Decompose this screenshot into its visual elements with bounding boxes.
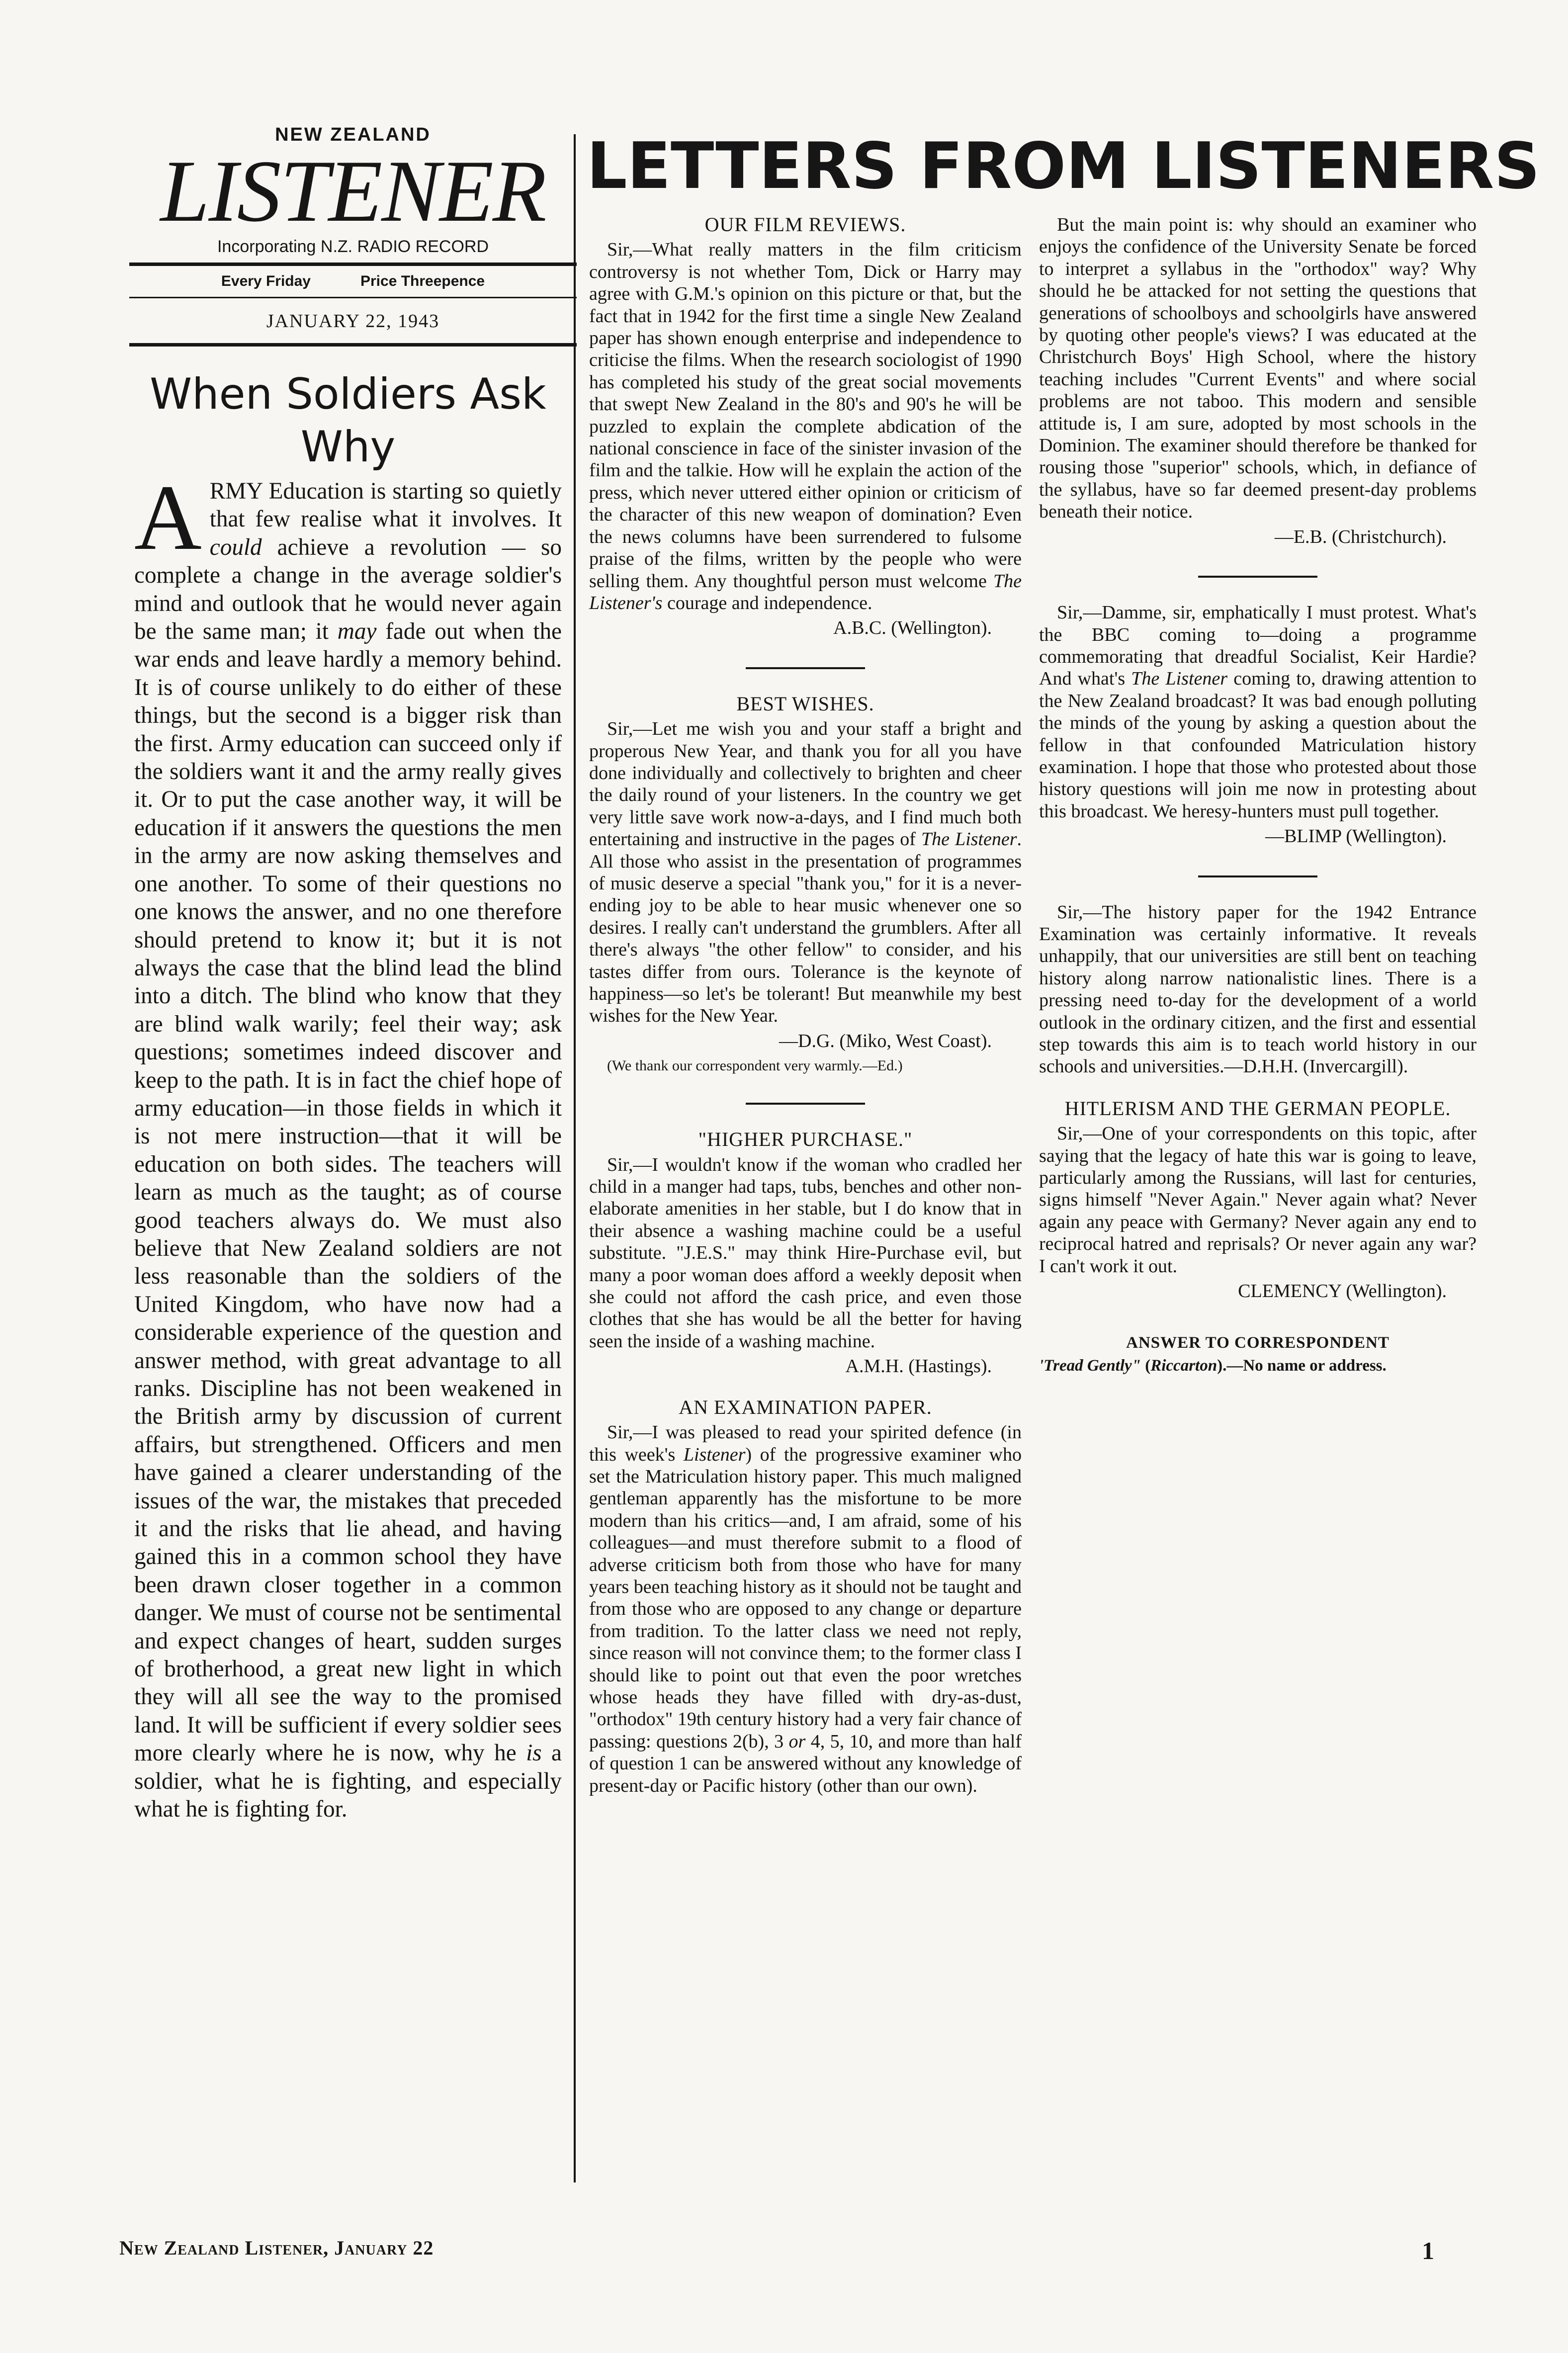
letter-heading: BEST WISHES.	[736, 692, 874, 715]
letters-heading: LETTERS FROM LISTENERS	[587, 129, 1540, 203]
masthead-price: Price Threepence	[360, 273, 485, 289]
masthead-rule	[129, 262, 577, 266]
letter-separator	[746, 667, 865, 669]
editorial-title: When Soldiers Ask Why	[150, 369, 546, 472]
answer-text: 'Tread Gently" (Riccarton).—No name or address.	[1039, 1356, 1387, 1375]
letter-separator	[1198, 576, 1317, 578]
masthead-rule	[129, 343, 577, 347]
editorial-dropcap: A	[134, 465, 202, 569]
editorial-text: RMY Education is starting so quietly that few realise what it involves. It could achieve a revolution — so complete a change in the average soldier's mind and outlook that he would never again be the same man; it may fade out when the war ends and leave hardly a memory behind. It is of course unlikely to do either of these things, but the second is a bigger risk than the first. Army education can succeed only if the soldiers want it and the army really gives it. Or to put the case another way, it will be education if it answers the questions the men in the army are now asking themselves and one another. To some of their questions no one knows the answer, and no one therefore should pretend to know it; but it is not always the case that the blind lead the blind into a ditch. The blind who know that they are blind walk warily; feel their way; ask questions; sometimes indeed discover and keep to the path. It is in fact the chief hope of army education—in those fields in which it is not mere instruction—that it will be education on both sides. The teachers will learn as much as the taught; as of course good teachers always do. We must also believe that New Zealand soldiers are not less reasonable than the soldiers of the United Kingdom, who have now had a considerable experience of the question and answer method, with great advantage to all ranks. Discipline has not been weakened in the British army by discussion of current affairs, but strengthened. Officers and men have gained a clearer understanding of the issues of the war, the mistakes that preceded it and the risks that lie ahead, and having gained this in a common school they have been drawn closer together in a common danger. We must of course not be sentimental and expect changes of heart, sudden surges of brotherhood, a great new light in which they will all see the way to the promised land. It will be sufficient if every soldier sees more clearly where he is now, why he is a soldier, what he is fighting, and especially what he is fighting for.	[134, 478, 562, 1823]
editorial-body	[134, 465, 562, 1824]
letters-column-middle	[589, 214, 1022, 1797]
answer-to-correspondent	[1039, 1332, 1477, 1375]
letter-heading: HITLERISM AND THE GERMAN PEOPLE.	[1064, 1097, 1451, 1120]
letter-signature: —D.G. (Miko, West Coast).	[779, 1030, 992, 1051]
letter-body: Sir,—Let me wish you and your staff a bright and properous New Year, and thank you for all you have done individually and collectively to brighten and cheer the daily round of your listeners. In the country we get very little save work now-a-days, and I find much both entertaining and instructive in the pages of The Listener. All those who assist in the presentation of programmes of music deserve a special "thank you," for it is a never-ending joy to be able to hear music whenever one so desires. I really can't understand the grumblers. After all there's always "the other fellow" to consider, and his tastes differ from ours. Tolerance is the keynote of happiness—so let's be tolerant! But meanwhile my best wishes for the New Year.	[589, 718, 1022, 1027]
masthead	[129, 124, 577, 347]
masthead-incorporating: Incorporating N.Z. RADIO RECORD	[217, 237, 489, 256]
masthead-info-row	[129, 266, 577, 297]
letter-body: Sir,—I wouldn't know if the woman who cradled her child in a manger had taps, tubs, benches and other non-elaborate amenities in her stable, but I do know that in their absence a washing machine could be a useful substitute. "J.E.S." may think Hire-Purchase evil, but many a poor woman does afford a weekly deposit when she could not afford the cash price, and even those clothes that she has would be all the better for having seen the inside of a washing machine.	[589, 1154, 1022, 1352]
letter-higher-purchase	[589, 1129, 1022, 1377]
letter-signature: —BLIMP (Wellington).	[1265, 826, 1447, 847]
letter-hitlerism	[1039, 1098, 1477, 1303]
letter-body: Sir,—What really matters in the film criticism controversy is not whether Tom, Dick or Harry may agree with G.M.'s opinion on this picture or that, but the fact that in 1942 for the first time a single New Zealand paper has shown enough enterprise and independence to criticise the films. When the research sociologist of 1990 has completed his study of the great social movements that swept New Zealand in the 80's and 90's he will be puzzled to explain the complete abdication of the national conscience in face of the sinister invasion of the film and the talkie. How will he explain the action of the press, which never uttered either opinion or criticism of the character of this new weapon of domination? Even the news columns have been surrendered to fulsome praise of the films, written by the people who were selling them. Any thoughtful person must welcome The Listener's courage and independence.	[589, 239, 1022, 613]
letter-signature: A.B.C. (Wellington).	[833, 617, 992, 639]
letter-body: Sir,—The history paper for the 1942 Entrance Examination was certainly informative. It reveals unhappily, that our universities are still bent on teaching history along narrow nationalistic lines. There is a pressing need to-day for the development of a world outlook in the ordinary citizen, and the first and essential step towards this aim is to teach world history in our schools and universities.—D.H.H. (Invercargill).	[1039, 901, 1477, 1077]
column-divider	[574, 134, 576, 2182]
letter-body: Sir,—Damme, sir, emphatically I must protest. What's the BBC coming to—doing a programme commemorating that dreadful Socialist, Keir Hardie? And what's The Listener coming to, drawing attention to the New Zealand broadcast? It was bad enough polluting the minds of the young by asking a question about the fellow in that confounded Matriculation history examination. I hope that those who protested about those history questions will join me now in protesting about this broadcast. We heresy-hunters must pull together.	[1039, 602, 1477, 822]
letter-body-continued: But the main point is: why should an examiner who enjoys the confidence of the University Senate be forced to interpret a syllabus in the "orthodox" way? Why should he be attacked for not setting the questions that generations of schoolboys and schoolgirls have answered by quoting other people's views? I was educated at the Christchurch Boys' High School, where the history teaching includes "Current Events" and where social problems are not taboo. This modern and sensible attitude is, I am sure, adopted by most schools in the Dominion. The examiner should therefore be thanked for rousing those "superior" schools, which, in defiance of the syllabus, have so far deemed present-day problems beneath their notice.	[1039, 214, 1477, 523]
letter-heading: "HIGHER PURCHASE."	[698, 1128, 913, 1151]
letter-separator	[1198, 875, 1317, 877]
letter-best-wishes	[589, 693, 1022, 1075]
letter-signature: —E.B. (Christchurch).	[1274, 526, 1447, 547]
page-number: 1	[1422, 2237, 1434, 2265]
letters-column-right	[1039, 214, 1477, 1375]
editor-note: (We thank our correspondent very warmly.—Ed.)	[607, 1057, 903, 1074]
letter-body: Sir,—One of your correspondents on this topic, after saying that the legacy of hate this war is going to leave, particularly among the Russians, will last for centuries, signs himself "Never Again." Never again what? Never again any peace with Germany? Never again any end to reciprocal hatred and reprisals? Or never again any war? I can't work it out.	[1039, 1123, 1477, 1277]
answer-heading: ANSWER TO CORRESPONDENT	[1126, 1334, 1390, 1352]
letter-body: Sir,—I was pleased to read your spirited defence (in this week's Listener) of the progressive examiner who set the Matriculation history paper. This much maligned gentleman apparently has the misfortune to be more modern than his critics—and, I am afraid, some of his colleagues—and must therefore submit to a flood of adverse criticism both from those who have for many years been teaching history as it should not be taught and from those who are opposed to any change or departure from tradition. To the latter class we need not reply, since reason will not convince them; to the former class I should like to point out that even the poor wretches whose heads they have filled with dry-as-dust, "orthodox" 19th century history had a very fair chance of passing: questions 2(b), 3 or 4, 5, 10, and more than half of question 1 can be answered without any knowledge of present-day or Pacific history (other than our own).	[589, 1422, 1022, 1796]
letter-heading: AN EXAMINATION PAPER.	[679, 1395, 932, 1418]
letter-history-paper	[1039, 901, 1477, 1078]
letter-examination-paper	[589, 1396, 1022, 1797]
letter-film-reviews	[589, 214, 1022, 639]
letter-blimp	[1039, 602, 1477, 847]
letter-separator	[746, 1103, 865, 1105]
letter-signature: CLEMENCY (Wellington).	[1238, 1281, 1447, 1302]
masthead-title: LISTENER	[160, 142, 546, 240]
masthead-frequency: Every Friday	[221, 273, 311, 289]
footer-publication: New Zealand Listener, January 22	[119, 2237, 434, 2259]
issue-date: JANUARY 22, 1943	[266, 311, 440, 332]
letter-heading: OUR FILM REVIEWS.	[704, 213, 906, 236]
masthead-country: NEW ZEALAND	[275, 124, 431, 145]
letter-signature: A.M.H. (Hastings).	[845, 1356, 992, 1377]
